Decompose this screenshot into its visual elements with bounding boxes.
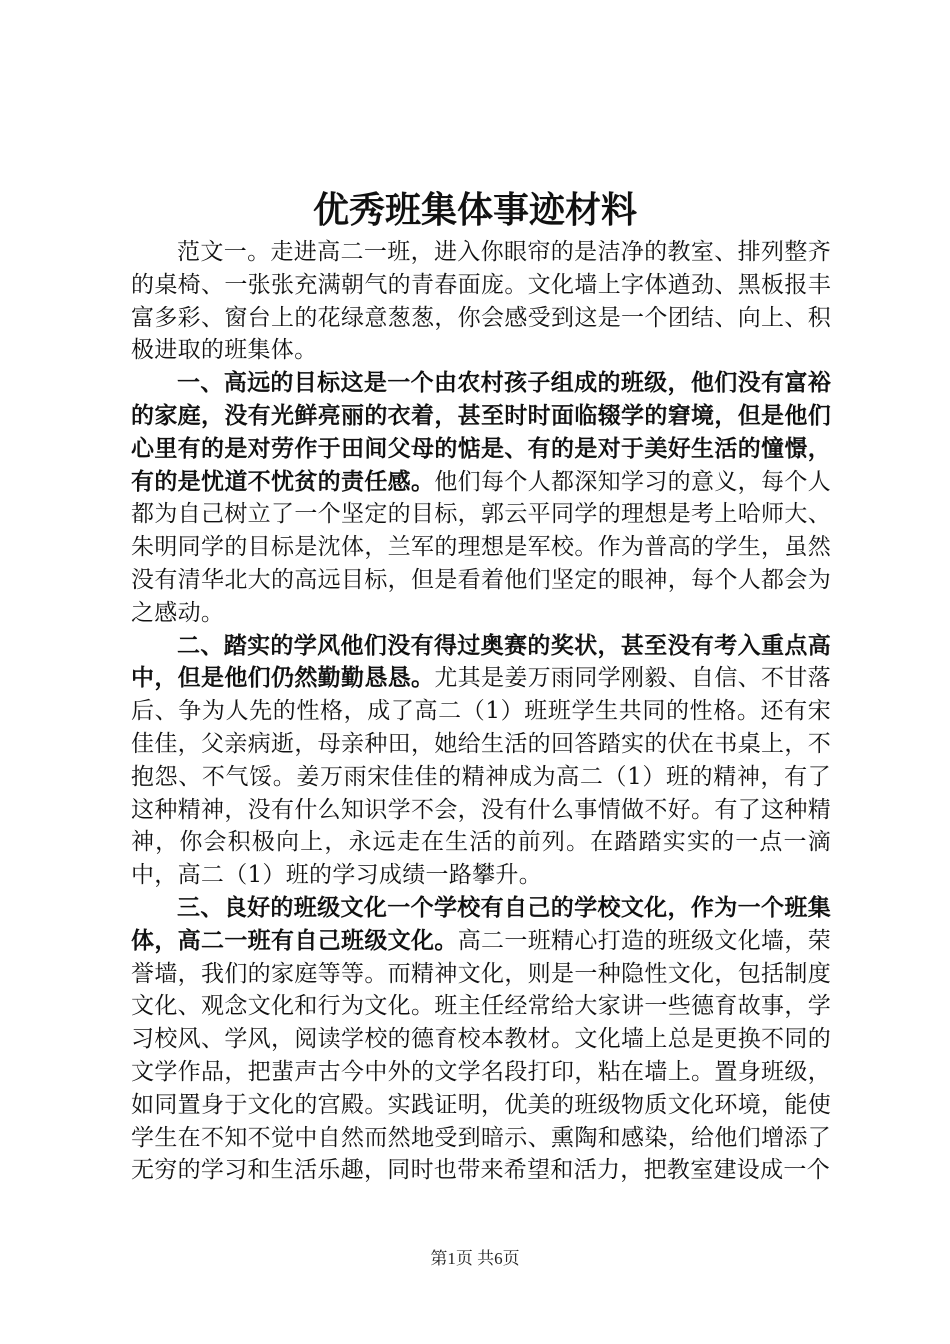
paragraph-lead: 二、踏实的学风他们没有得过奥赛的奖状，甚至没有考入重点高中，但是他们仍然勤勤恳恳。 (131, 631, 831, 692)
paragraph-section-1 (131, 367, 831, 629)
page-footer: 第1页 共6页 (430, 1249, 520, 1268)
paragraph-text: 他们每个人都深知学习的意义，每个人都为自己树立了一个坚定的目标，郭云平同学的理想是考上哈师大、朱明同学的目标是沈体，兰军的理想是军校。作为普高的学生，虽然没有清华北大的高远目标，但是看着他们坚定的眼神，每个人都会为之感动。 (131, 468, 831, 626)
document-title: 优秀班集体事迹材料 (312, 189, 637, 231)
paragraph-lead: 一、高远的目标这是一个由农村孩子组成的班级，他们没有富裕的家庭，没有光鲜亮丽的衣着，甚至时时面临辍学的窘境，但是他们心里有的是对劳作于田间父母的惦是、有的是对于美好生活的憧憬，有的是忧道不忧贫的责任感。 (131, 369, 831, 495)
paragraph-section-2 (131, 630, 831, 892)
paragraph-text: 高二一班精心打造的班级文化墙，荣誉墙，我们的家庭等等。而精神文化，则是一种隐性文化，包括制度文化、观念文化和行为文化。班主任经常给大家讲一些德育故事，学习校风、学风，阅读学校的德育校本教材。文化墙上总是更换不同的文学作品，把蜚声古今中外的文学名段打印，粘在墙上。置身班级，如同置身于文化的宫殿。实践证明，优美的班级物质文化环境，能使学生在不知不觉中自然而然地受到暗示、熏陶和感染，给他们增添了无穷的学习和生活乐趣，同时也带来希望和活力，把教室建设成一个 (131, 927, 831, 1184)
document-body (131, 236, 831, 1187)
paragraph-intro (131, 236, 831, 367)
paragraph-text: 尤其是姜万雨同学刚毅、自信、不甘落后、争为人先的性格，成了高二（1）班班学生共同的性格。还有宋佳佳，父亲病逝，母亲种田，她给生活的回答踏实的伏在书桌上，不抱怨、不气馁。姜万雨宋佳佳的精神成为高二（1）班的精神，有了这种精神，没有什么知识学不会，没有什么事情做不好。有了这种精神，你会积极向上，永远走在生活的前列。在踏踏实实的一点一滴中，高二（1）班的学习成绩一路攀升。 (131, 665, 831, 889)
paragraph-section-3 (131, 892, 831, 1187)
paragraph-lead: 三、良好的班级文化一个学校有自己的学校文化，作为一个班集体，高二一班有自己班级文化。 (131, 893, 831, 954)
paragraph-text: 范文一。走进高二一班，进入你眼帘的是洁净的教室、排列整齐的桌椅、一张张充满朝气的青春面庞。文化墙上字体遒劲、黑板报丰富多彩、窗台上的花绿意葱葱，你会感受到这是一个团结、向上、积极进取的班集体。 (131, 239, 831, 364)
